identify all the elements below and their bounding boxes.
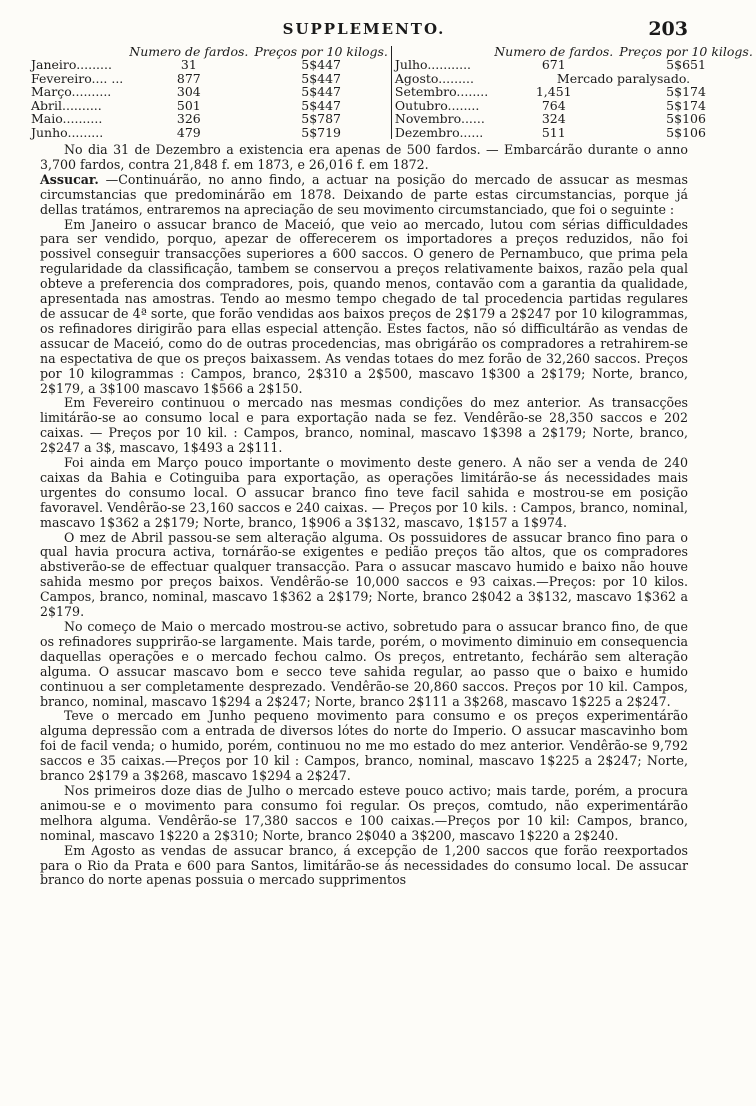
header-numero: Numero de fardos.	[129, 44, 249, 59]
preco-cell: 5$719	[301, 124, 342, 140]
preco-cell: 5$174	[666, 84, 706, 99]
table-row	[391, 112, 755, 126]
numero-cell: 326	[176, 111, 201, 126]
numero-cell: 671	[541, 57, 566, 72]
table-row	[391, 85, 755, 99]
merged-cell: Mercado paralysado.	[556, 70, 691, 86]
intro-text: —Continuárão, no anno findo, a actuar na posição do mercado de assucar as mesmas circumstancias que predominárão em 1878. Deixando de parte estas circumstancias, porque já dellas tratámos, entraremos na apreciação de seu movimento circumstanciado, que foi o seguinte :	[40, 171, 688, 217]
paragraph: O mez de Abril passou-se sem alteração alguma. Os possuidores de assucar branco fino para o qual havia procura activa, tornárão-se exigentes e pedião preços tão altos, que os compradores abstiverão-se de effectuar qualquer transacção. Para o assucar mascavo humido e baixo não houve sahida mesmo por preços baixos. Vendêrão-se 10,000 saccos e 93 caixas.—Preços: por 10 kilos. Campos, branco, nominal, mascavo 1$362 a 2$179; Norte, branco 2$042 a 3$132, mascavo 1$362 a 2$179.	[40, 529, 688, 620]
numero-cell: 304	[176, 84, 201, 99]
header-numero: Numero de fardos.	[494, 44, 614, 59]
paragraph: Teve o mercado em Junho pequeno movimento para consumo e os preços experimentárão alguma depressão com a entrada de diversos lótes do norte do Imperio. O assucar mascavinho bom foi de facil venda; o humido, porém, continuou no me mo estado do mez anterior. Vendêrão-se 9,792 saccos e 35 caixas.—Preços por 10 kil : Campos, branco, nominal, mascavo 1$225 a 2$247; Norte, branco 2$179 a 3$268, mascavo 1$294 a 2$247.	[40, 708, 688, 784]
running-title: SUPPLEMENTO.	[282, 20, 446, 38]
preco-cell: 5$447	[301, 97, 342, 113]
paragraph: Nos primeiros doze dias de Julho o mercado esteve pouco activo; mais tarde, porém, a procura animou-se e o movimento para consumo foi regular. Os preços, comtudo, não experimentárão melhora alguma. Vendêrão-se 17,380 saccos e 100 caixas.—Preços por 10 kil: Campos, branco, nominal, mascavo 1$220 a 2$310; Norte, branco 2$040 a 3$200, mascavo 1$220 a 2$240.	[40, 782, 688, 843]
month-cell: Agosto.........	[394, 70, 474, 86]
month-cell: Janeiro.........	[31, 57, 112, 72]
numero-cell: 877	[176, 70, 201, 86]
preco-cell: 5$106	[666, 111, 706, 126]
paragraph: Foi ainda em Março pouco importante o movimento deste genero. A não ser a venda de 240 caixas da Bahia e Cotinguiba para exportação, as operações limitárão-se ás necessidades mais urgentes do consumo local. O assucar branco fino teve facil sahida e mostrou-se em posição favoravel. Vendêrão-se 23,160 saccos e 240 caixas. — Preços por 10 kils. : Campos, branco, nominal, mascavo 1$362 a 2$179; Norte, branco, 1$906 a 3$132, mascavo, 1$157 a 1$974.	[40, 455, 688, 530]
preco-cell: 5$651	[666, 57, 706, 72]
table-jul-dec	[391, 46, 756, 139]
month-cell: Junho.........	[31, 124, 104, 140]
page-header	[40, 18, 688, 44]
table-row	[391, 72, 755, 86]
page-number: 203	[648, 18, 688, 40]
numero-cell: 479	[176, 124, 201, 140]
month-cell: Outubro........	[394, 97, 480, 113]
numero-cell: 324	[541, 111, 566, 126]
table-row	[28, 99, 391, 113]
preco-cell: 5$447	[301, 84, 342, 99]
month-cell: Maio..........	[31, 111, 103, 126]
paragraph: Em Fevereiro continuou o mercado nas mesmas condições do mez anterior. As transacções limitárão-se ao consumo local e para exportação nada se fez. Vendêrão-se 28,350 saccos e 202 caixas. — Preços por 10 kil. : Campos, branco, nominal, mascavo 1$398 a 2$179; Norte, branco, 2$247 a 3$, mascavo, 1$493 a 2$111.	[40, 395, 688, 456]
month-cell: Abril..........	[31, 97, 102, 113]
table-row	[391, 58, 755, 72]
month-cell: Novembro......	[394, 111, 485, 126]
table-row	[28, 85, 391, 99]
numero-cell: 501	[176, 97, 201, 113]
assucar-paragraphs	[40, 218, 688, 889]
header-precos: Preços por 10 kilogs.	[254, 44, 388, 59]
section-heading: Assucar.	[40, 171, 99, 187]
month-cell: Março..........	[31, 84, 112, 99]
numero-cell: 511	[541, 124, 566, 140]
table-row	[28, 72, 391, 86]
numero-cell: 1,451	[535, 84, 572, 99]
month-cell: Fevereiro.... ...	[31, 70, 124, 86]
table-row	[28, 112, 391, 126]
cotton-table	[31, 44, 753, 140]
month-cell: Julho...........	[394, 57, 472, 72]
existencia-note: No dia 31 de Dezembro a existencia era apenas de 500 fardos. — Embarcárão durante o anno 3,700 fardos, contra 21,848 f. em 1873, e 26,016 f. em 1872.	[40, 142, 688, 172]
paragraph: No começo de Maio o mercado mostrou-se activo, sobretudo para o assucar branco fino, de que os refinadores supprirão-se largamente. Mais tarde, porém, o movimento diminuio em consequencia daquellas operações e o mercado fechou calmo. Os preços, entretanto, fechárão sem alteração alguma. O assucar mascavo bom e secco teve sahida regular, ao passo que o baixo e humido continuou a ser completamente desprezado. Vendêrão-se 20,860 saccos. Preços por 10 kil. Campos, branco, nominal, mascavo 1$294 a 2$247; Norte, branco 2$111 a 3$268, mascavo 1$225 a 2$247.	[40, 619, 688, 709]
preco-cell: 5$447	[301, 70, 342, 86]
numero-cell: 31	[180, 57, 197, 72]
assucar-intro	[40, 173, 688, 218]
paragraph: Em Janeiro o assucar branco de Maceió, que veio ao mercado, lutou com sérias difficuldades para ser vendido, porquo, apezar de offerecerem os importadores a preços reduzidos, não foi possivel conseguir transacções superiores a 600 saccos. O genero de Pernambuco, que prima pela regularidade da classificação, tambem se conservou a preços relativamente baixos, razão pela qual obteve a preferencia dos compradores, pois, quando menos, contavão com a garantia da qualidade, apresentada nas amostras. Tendo ao mesmo tempo chegado de tal procedencia partidas regulares de assucar de 4ª sorte, que forão vendidas aos baixos preços de 2$179 a 2$247 por 10 kilogrammas, os refinadores dirigirão para ellas especial attenção. Estes factos, não só difficultárão as vendas de assucar de Maceió, como do de outras procedencias, mas obrigárão os compradores a retrahirem-se na espectativa de que os preços baixassem. As vendas totaes do mez forão de 32,260 saccos. Preços por 10 kilogrammas : Campos, branco, 2$310 a 2$500, mascavo 1$300 a 2$179; Norte, branco, 2$179, a 3$100 mascavo 1$566 a 2$150.	[40, 216, 688, 396]
header-precos: Preços por 10 kilogs.	[619, 44, 753, 59]
month-cell: Setembro........	[394, 84, 489, 99]
numero-cell: 764	[541, 97, 566, 113]
page	[31, 18, 753, 888]
table-row	[391, 99, 755, 113]
preco-cell: 5$447	[301, 57, 342, 72]
table-jan-jun	[28, 46, 391, 139]
preco-cell: 5$106	[666, 124, 706, 140]
paragraph: Em Agosto as vendas de assucar branco, á excepção de 1,200 saccos que forão reexportados para o Rio da Prata e 600 para Santos, limitárão-se ás necessidades do consumo local. De assucar branco do norte apenas possuia o mercado supprimentos	[40, 842, 688, 888]
preco-cell: 5$787	[301, 111, 342, 126]
table-row	[28, 126, 391, 140]
table-row	[391, 126, 755, 140]
preco-cell: 5$174	[666, 97, 706, 113]
table-row	[28, 58, 391, 72]
month-cell: Dezembro......	[394, 124, 484, 140]
